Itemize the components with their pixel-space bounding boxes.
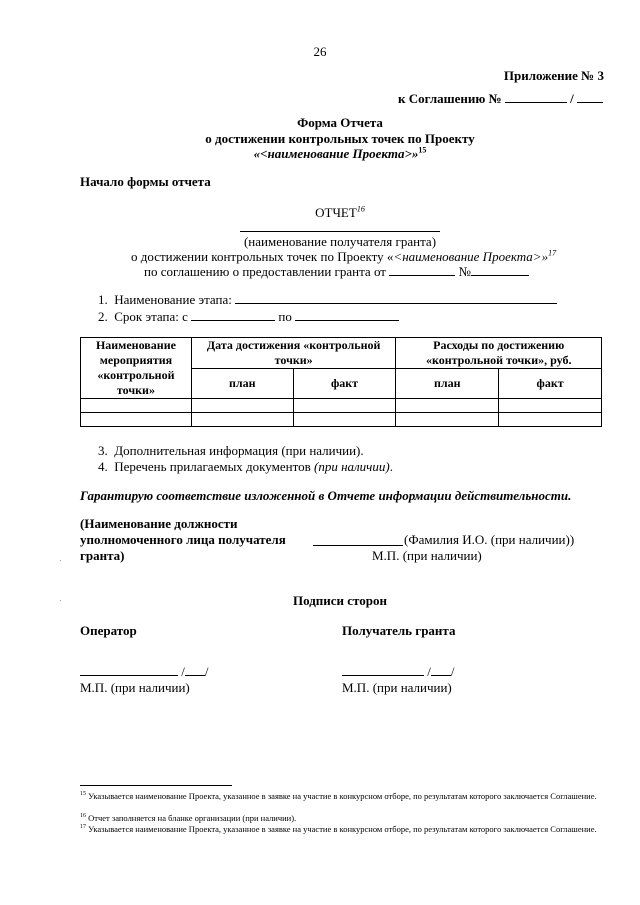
table-cell	[81, 399, 192, 413]
footnote-15	[80, 791, 604, 802]
project-name-placeholder: «<наименование Проекта>»	[253, 146, 419, 161]
item-3-label: Дополнительная информация (при наличии).	[114, 443, 364, 458]
agreement-ref-label: к Соглашению №	[398, 91, 502, 106]
recipient-label: Получатель гранта	[342, 623, 456, 638]
footnote-ref-16: 16	[356, 204, 365, 214]
page-number	[0, 44, 640, 60]
report-line-b	[144, 264, 529, 280]
report-line-a	[131, 249, 556, 265]
fio-caption: (Фамилия И.О. (при наличии))	[404, 532, 575, 547]
footnote-16-text: Отчет заполняется на бланке организации (при наличии).	[88, 813, 297, 823]
agreement-slash: /	[570, 91, 574, 106]
recipient-name-blank	[240, 231, 440, 232]
item-3-number: 3.	[98, 443, 108, 458]
milestones-table	[80, 337, 602, 427]
recipient-slash-1: /	[427, 664, 431, 679]
table-cell	[191, 399, 293, 413]
stage-start-blank	[191, 309, 275, 321]
item-1-number: 1.	[98, 292, 108, 307]
position-line1: (Наименование должности	[80, 516, 238, 531]
report-title	[0, 205, 640, 221]
operator-stamp: М.П. (при наличии)	[80, 680, 190, 695]
recipient-signature-blank	[342, 664, 424, 676]
table-cell	[81, 413, 192, 427]
footnote-15-text: Указывается наименование Проекта, указанное в заявке на участие в конкурсном отборе, по результатам которого заключается Соглашение.	[88, 791, 597, 801]
footnote-ref-15: 15	[418, 145, 427, 155]
item-3	[98, 443, 364, 459]
table-cell	[293, 399, 396, 413]
footnote-15-number: 15	[80, 791, 86, 798]
operator-label: Оператор	[80, 623, 137, 638]
recipient-caption: (наименование получателя гранта)	[243, 234, 437, 249]
footnote-16	[80, 813, 604, 824]
item-4-italic: (при наличии)	[313, 459, 390, 474]
item-2-number: 2.	[98, 309, 108, 324]
table-row	[81, 399, 602, 413]
scan-artifact	[60, 600, 61, 601]
col-header-event: Наименование мероприятия «контрольной точки»	[81, 338, 192, 399]
item-4	[98, 459, 393, 475]
operator-signature-blank	[80, 664, 178, 676]
form-title-line1: Форма Отчета	[297, 115, 383, 130]
footnote-16-number: 16	[80, 813, 86, 820]
table-cell	[293, 413, 396, 427]
position-line3: гранта)	[80, 548, 125, 563]
item-1-label: Наименование этапа:	[114, 292, 232, 307]
operator-name-blank	[185, 664, 205, 676]
recipient-name-blank	[431, 664, 451, 676]
footnote-17	[80, 824, 604, 835]
report-title-text: ОТЧЕТ	[315, 205, 357, 220]
position-line2: уполномоченного лица получателя	[80, 532, 286, 547]
item-4-end: .	[389, 459, 393, 474]
footnote-17-text: Указывается наименование Проекта, указанное в заявке на участие в конкурсном отборе, по результатам которого заключается Соглашение.	[88, 824, 597, 834]
stage-name-blank	[235, 292, 557, 304]
recipient-slash-2: /	[450, 664, 455, 679]
col-header-expenses-plan: план	[396, 369, 499, 399]
operator-slash-1: /	[181, 664, 185, 679]
table-cell	[396, 413, 499, 427]
stage-end-blank	[295, 309, 399, 321]
item-2-label: Срок этапа: с	[114, 309, 188, 324]
footnote-ref-17: 17	[548, 248, 557, 258]
form-title-line2: о достижении контрольных точек по Проекту	[205, 131, 475, 146]
agreement-date-blank	[389, 264, 455, 276]
operator-signature	[80, 664, 209, 680]
parties-title: Подписи сторон	[292, 593, 387, 608]
table-cell	[191, 413, 293, 427]
col-header-expenses: Расходы по достижению «контрольной точки», руб.	[396, 338, 602, 369]
table-row	[81, 413, 602, 427]
item-4-number: 4.	[98, 459, 108, 474]
agreement-no-blank	[471, 264, 529, 276]
item-2	[98, 309, 399, 325]
item-4-label: Перечень прилагаемых документов	[114, 459, 311, 474]
stamp-caption: М.П. (при наличии)	[372, 548, 482, 563]
table-cell	[499, 399, 602, 413]
appendix-title: Приложение № 3	[503, 68, 604, 83]
guarantee-statement: Гарантирую соответствие изложенной в Отчете информации действительности.	[80, 488, 572, 503]
table-cell	[396, 399, 499, 413]
agreement-year-blank	[577, 91, 603, 103]
col-header-expenses-fact: факт	[499, 369, 602, 399]
signature-blank	[313, 545, 403, 546]
col-header-date-plan: план	[191, 369, 293, 399]
agreement-number-blank	[505, 91, 567, 103]
agreement-ref	[398, 91, 603, 107]
recipient-signature	[342, 664, 455, 680]
col-header-date: Дата достижения «контрольной точки»	[191, 338, 396, 369]
form-title-line3	[0, 146, 640, 162]
form-start-label: Начало формы отчета	[80, 174, 211, 189]
item-2-to: по	[278, 309, 292, 324]
report-project-placeholder: <наименование Проекта>»	[393, 249, 549, 264]
recipient-stamp: М.П. (при наличии)	[342, 680, 452, 695]
page-number-text: 26	[313, 44, 327, 59]
report-line-a-text: о достижении контрольных точек по Проекту «	[131, 249, 394, 264]
report-line-b-no: №	[458, 264, 471, 279]
operator-slash-2: /	[204, 664, 209, 679]
table-cell	[499, 413, 602, 427]
scan-artifact	[60, 560, 61, 561]
footnote-separator	[80, 785, 232, 786]
item-1	[98, 292, 557, 308]
footnote-17-number: 17	[80, 824, 86, 831]
report-line-b-text: по соглашению о предоставлении гранта от	[144, 264, 386, 279]
col-header-date-fact: факт	[293, 369, 396, 399]
